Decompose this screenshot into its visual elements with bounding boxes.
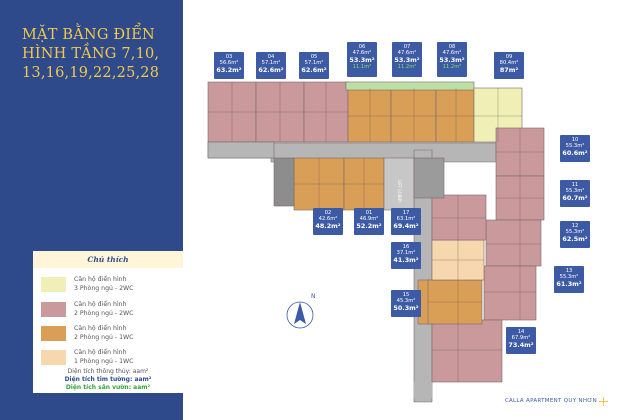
unit-tag-05: 05 57.1m² 62.6m² bbox=[299, 52, 329, 79]
core-label: LIFT LOBBY bbox=[397, 180, 402, 203]
legend-item bbox=[41, 298, 181, 322]
unit-tag-07: 07 47.6m² 53.3m² 11.2m² bbox=[392, 42, 422, 77]
legend bbox=[33, 251, 183, 393]
title-line: HÌNH TẦNG 7,10, bbox=[22, 46, 160, 62]
unit-tag-02: 02 42.6m² 48.2m² bbox=[313, 208, 343, 235]
unit-tag-12: 12 55.3m² 62.5m² bbox=[560, 221, 590, 248]
unit-tag-03: 03 56.6m² 63.2m² bbox=[214, 52, 244, 79]
compass bbox=[287, 293, 316, 328]
unit-tag-15: 15 45.3m² 50.3m² bbox=[391, 290, 421, 317]
legend-item-type: 1 Phòng ngủ - 1WC bbox=[74, 358, 134, 365]
unit-tag-17: 17 63.1m² 69.4m² bbox=[391, 208, 421, 235]
unit-08 bbox=[436, 88, 474, 142]
legend-item-type: 2 Phòng ngủ - 1WC bbox=[74, 334, 134, 341]
legend-title: Chú thích bbox=[87, 255, 129, 264]
title-line: 13,16,19,22,25,28 bbox=[22, 65, 160, 81]
unit-tag-13: 13 55.3m² 61.3m² bbox=[554, 266, 584, 293]
legend-item-label: Căn hộ điển hình bbox=[74, 325, 127, 332]
legend-item-type: 3 Phòng ngủ - 2WC bbox=[74, 285, 134, 292]
unit-12 bbox=[486, 220, 541, 266]
footer-brand: CALLA APARTMENT QUY NHƠN bbox=[504, 398, 597, 404]
unit-tag-14: 14 67.9m² 73.4m² bbox=[506, 327, 536, 354]
unit-tag-01: 01 46.9m² 52.2m² bbox=[354, 208, 384, 235]
legend-swatch bbox=[41, 302, 66, 317]
unit-tag-04: 04 57.1m² 62.6m² bbox=[256, 52, 286, 79]
legend-swatch bbox=[41, 326, 66, 341]
area-note-garden: Diện tích sân vườn: aam² bbox=[65, 384, 151, 391]
plus-icon bbox=[599, 397, 608, 406]
corridor bbox=[208, 142, 274, 158]
corridor bbox=[414, 382, 432, 398]
legend-item-label: Căn hộ điển hình bbox=[74, 276, 127, 283]
unit-07 bbox=[391, 88, 436, 142]
compass-label: N bbox=[311, 293, 316, 300]
title-line: MẶT BẰNG ĐIỂN bbox=[22, 27, 155, 43]
legend-item bbox=[41, 273, 181, 297]
area-note-gross: Diện tích tim tường: aam² bbox=[64, 376, 152, 383]
legend-swatch bbox=[41, 350, 66, 365]
legend-item-label: Căn hộ điển hình bbox=[74, 349, 127, 356]
unit-tag-11: 11 55.3m² 60.7m² bbox=[560, 180, 590, 207]
garden-terrace bbox=[346, 82, 474, 90]
unit-17 bbox=[432, 195, 486, 240]
unit-tag-06: 06 47.6m² 53.3m² 11.1m² bbox=[347, 42, 377, 77]
unit-tag-16: 16 37.1m² 41.3m² bbox=[391, 242, 421, 269]
unit-13 bbox=[484, 266, 536, 320]
lift-core bbox=[414, 158, 444, 198]
floor-plan bbox=[196, 40, 616, 412]
legend-swatch bbox=[41, 277, 66, 292]
legend-item-label: Căn hộ điển hình bbox=[74, 301, 127, 308]
service-shaft bbox=[274, 158, 294, 206]
unit-06 bbox=[348, 88, 391, 142]
legend-item bbox=[41, 346, 181, 370]
unit-tag-09: 09 80.4m² 87m² bbox=[494, 52, 524, 79]
unit-tag-10: 10 55.3m² 60.6m² bbox=[560, 135, 590, 162]
unit-tag-08: 08 47.6m² 53.3m² 11.2m² bbox=[437, 42, 467, 77]
page-title bbox=[22, 26, 182, 83]
unit-14 bbox=[432, 320, 502, 382]
legend-item-type: 2 Phòng ngủ - 2WC bbox=[74, 310, 134, 317]
legend-item bbox=[41, 322, 181, 346]
area-note-net: Diện tích thông thủy: aam² bbox=[67, 368, 149, 375]
